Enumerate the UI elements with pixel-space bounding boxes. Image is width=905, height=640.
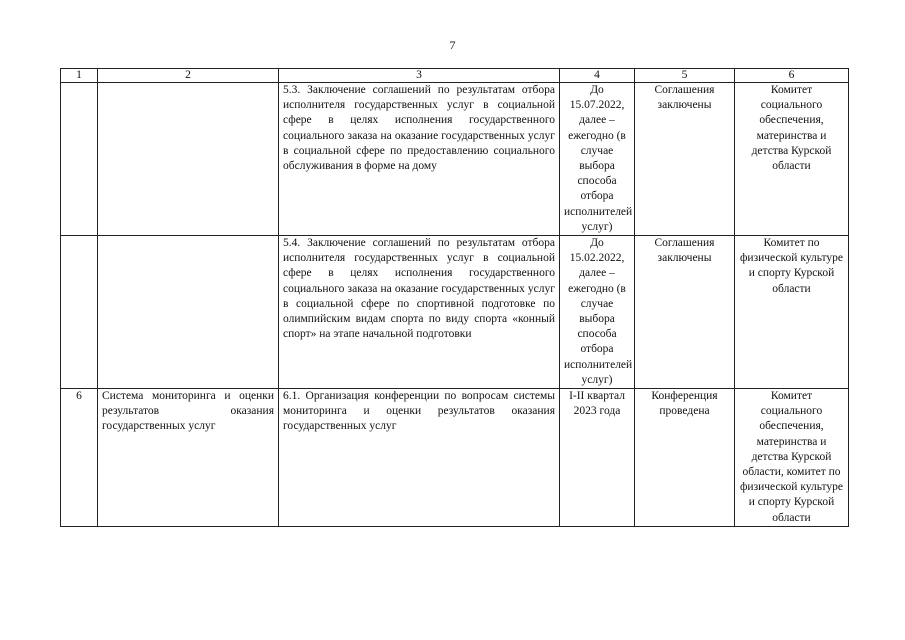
action-plan-table xyxy=(60,68,849,527)
row-number-cell xyxy=(61,83,98,236)
header-cell: 6 xyxy=(735,69,849,83)
responsible-cell: Комитет социального обеспечения, материнства и детства Курской области, комитет по физической культуре и спорту Курской области xyxy=(735,389,849,527)
task-cell xyxy=(98,83,279,236)
row-number-cell: 6 xyxy=(61,389,98,527)
header-cell: 2 xyxy=(98,69,279,83)
action-cell: 5.3. Заключение соглашений по результатам отбора исполнителя государственных услуг в социальной сфере в целях исполнения государственного социального заказа на оказание государственных услуг в социальной сфере по предоставлению социального обслуживания в форме на дому xyxy=(279,83,560,236)
header-cell: 4 xyxy=(560,69,635,83)
deadline-cell: До 15.02.2022, далее – ежегодно (в случае выбора способа отбора исполнителей услуг) xyxy=(560,236,635,389)
table-row xyxy=(61,236,849,389)
page-number: 7 xyxy=(449,38,456,52)
responsible-cell: Комитет социального обеспечения, материнства и детства Курской области xyxy=(735,83,849,236)
task-cell xyxy=(98,236,279,389)
result-cell: Соглашения заключены xyxy=(635,236,735,389)
table-row xyxy=(61,389,849,527)
header-cell: 5 xyxy=(635,69,735,83)
action-cell: 6.1. Организация конференции по вопросам системы мониторинга и оценки результатов оказания государственных услуг xyxy=(279,389,560,527)
task-cell: Система мониторинга и оценки результатов оказания государственных услуг xyxy=(98,389,279,527)
table-header-row xyxy=(61,69,849,83)
deadline-cell: До 15.07.2022, далее – ежегодно (в случае выбора способа отбора исполнителей услуг) xyxy=(560,83,635,236)
header-cell: 1 xyxy=(61,69,98,83)
row-number-cell xyxy=(61,236,98,389)
result-cell: Соглашения заключены xyxy=(635,83,735,236)
action-cell: 5.4. Заключение соглашений по результатам отбора исполнителя государственных услуг в социальной сфере в целях исполнения государственного социального заказа на оказание государственных услуг в социальной сфере по спортивной подготовке по олимпийским видам спорта по виду спорта «конный спорт» на этапе начальной подготовки xyxy=(279,236,560,389)
responsible-cell: Комитет по физической культуре и спорту Курской области xyxy=(735,236,849,389)
deadline-cell: I-II квартал 2023 года xyxy=(560,389,635,527)
header-cell: 3 xyxy=(279,69,560,83)
table-row xyxy=(61,83,849,236)
result-cell: Конференция проведена xyxy=(635,389,735,527)
